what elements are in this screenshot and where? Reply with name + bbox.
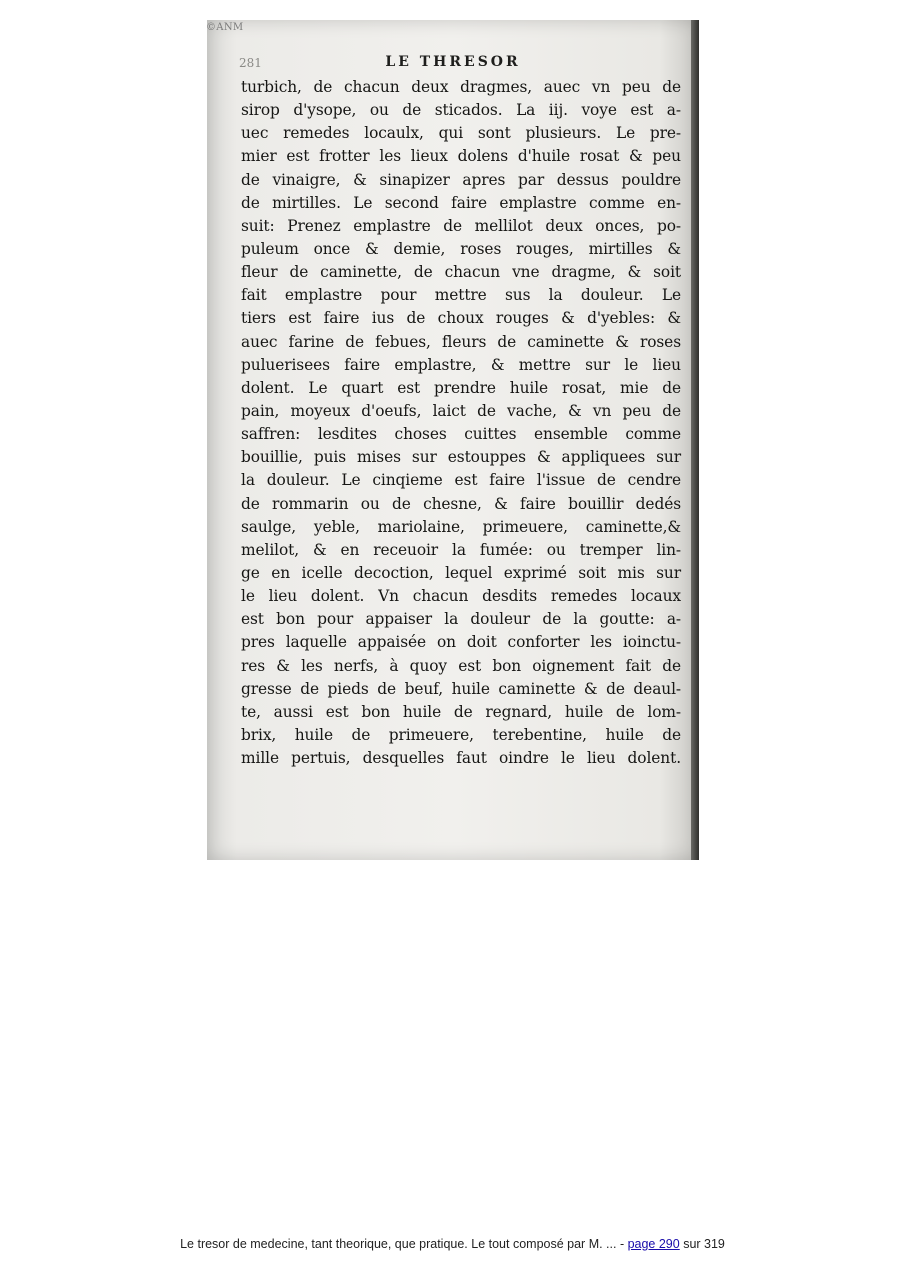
text-line: est bon pour appaiser la douleur de la goutte: a- [241,610,681,629]
text-line: de vinaigre, & sinapizer apres par dessus pouldre [241,170,681,189]
text-line: dolent. Le quart est prendre huile rosat, mie de [241,378,681,397]
page-link[interactable]: page 290 [627,1237,680,1251]
scanned-page [207,20,699,860]
text-line: turbich, de chacun deux dragmes, auec vn peu de [241,78,681,96]
text-line: sirop d'ysope, ou de sticados. La iij. voye est a- [241,101,681,120]
text-line: saffren: lesdites choses cuittes ensemble comme [241,425,681,444]
text-line: de rommarin ou de chesne, & faire bouillir dedés [241,494,681,513]
binding-edge [691,20,699,860]
document-title: Le tresor de medecine, tant theorique, que pratique. Le tout composé par M. ... [180,1237,617,1251]
text-line: suit: Prenez emplastre de mellilot deux onces, po- [241,216,681,235]
text-line: saulge, yeble, mariolaine, primeuere, caminette,& [241,517,681,536]
text-line: pain, moyeux d'oeufs, laict de vache, & vn peu de [241,401,681,420]
running-head: LE THRESOR [385,54,521,70]
body-text [241,76,681,770]
watermark: ©ANM [206,22,244,33]
text-line: auec farine de febues, fleurs de caminette & roses [241,332,681,351]
text-line: melilot, & en receuoir la fumée: ou tremper lin- [241,540,681,559]
text-line: le lieu dolent. Vn chacun desdits remedes locaux [241,587,681,606]
footer-separator: - [616,1237,628,1251]
page-count: sur 319 [679,1237,725,1251]
text-line: ge en icelle decoction, lequel exprimé soit mis sur [241,563,681,582]
text-line: tiers est faire ius de choux rouges & d'yebles: & [241,309,681,328]
text-line: de mirtilles. Le second faire emplastre comme en- [241,193,681,212]
page-number: 281 [239,56,262,70]
text-line: fait emplastre pour mettre sus la douleur. Le [241,286,681,305]
text-line: uec remedes locaulx, qui sont plusieurs. Le pre- [241,124,681,143]
text-line: mille pertuis, desquelles faut oindre le lieu dolent. [241,749,681,768]
text-line: puluerisees faire emplastre, & mettre sur le lieu [241,355,681,374]
text-line: fleur de caminette, de chacun vne dragme, & soit [241,263,681,282]
text-line: brix, huile de primeuere, terebentine, huile de [241,725,681,744]
text-line: la douleur. Le cinqieme est faire l'issue de cendre [241,471,681,490]
text-line: gresse de pieds de beuf, huile caminette & de deaul- [241,679,681,698]
text-line: res & les nerfs, à quoy est bon oignement fait de [241,656,681,675]
footer [0,1237,905,1251]
text-line: puleum once & demie, roses rouges, mirtilles & [241,239,681,258]
text-line: pres laquelle appaisée on doit conforter les ioinctu- [241,633,681,652]
text-line: bouillie, puis mises sur estouppes & appliquees sur [241,448,681,467]
text-line: mier est frotter les lieux dolens d'huile rosat & peu [241,147,681,166]
text-line: te, aussi est bon huile de regnard, huile de lom- [241,702,681,721]
